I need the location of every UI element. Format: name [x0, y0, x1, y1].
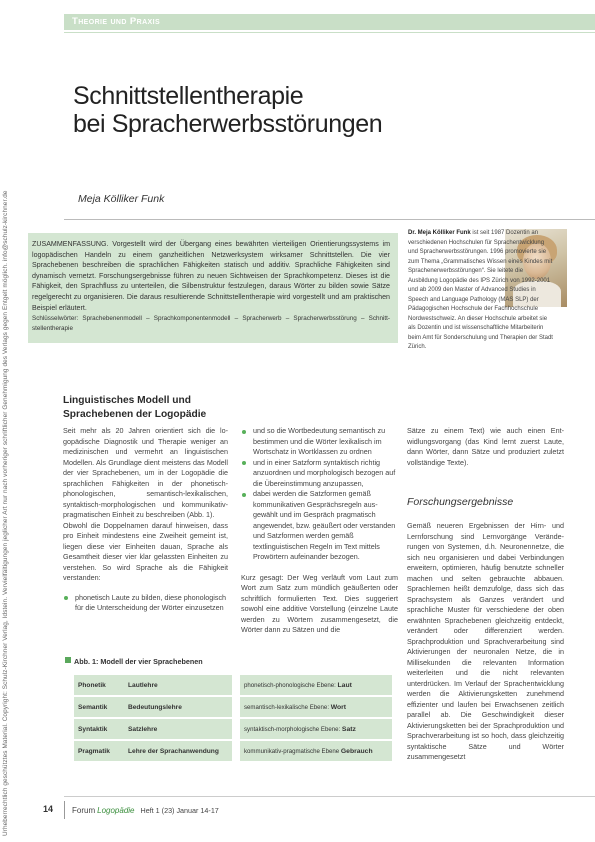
- bio-name: Dr. Meja Kölliker Funk: [408, 230, 471, 236]
- figure-marker: [65, 657, 71, 663]
- table-key-text: Gebrauch: [340, 747, 373, 755]
- section-heading: [63, 394, 206, 421]
- column-3: [407, 426, 564, 468]
- footer-rule: [64, 796, 595, 797]
- col2-paragraph-1: Kurz gesagt: Der Weg verläuft vom Laut zum Wort zum Satz zum mündlich geäußerten oder schriftlich formulierten Text. Dies suggeriert sowohl eine additive Vorstellung (einzelne Laute werden zu Wörtern zusammengesetzt, die Wörter dann zu Sätzen und die: [241, 572, 398, 634]
- author-bio: [408, 229, 554, 353]
- table-cell-level: Phonetik: [74, 675, 124, 695]
- table-key-text: Laut: [337, 681, 352, 689]
- col1-bullet-1: phonetisch Laute zu bilden, diese phonologisch für die Unterscheidung der Wörter einzusetzen: [63, 593, 228, 614]
- title-line-2: bei Spracherwerbsstörungen: [73, 110, 383, 138]
- table-cell-desc: Bedeutungslehre: [124, 697, 232, 717]
- article-title: [73, 82, 382, 138]
- footer-issue: Heft 1 (23) Januar 14-17: [140, 806, 219, 815]
- copyright-notice: Urheberrechtlich geschütztes Material. Copyright: Schulz-Kirchner Verlag, Idstein. Vervielfältigungen jeglicher Art nur nach vorheriger schriftlicher Genehmigung des Verlags gegen Entgelt möglich. info@schulz-kirchner.de: [2, 190, 9, 836]
- section-heading-line-2: Sprachebenen der Logopädie: [63, 408, 207, 420]
- table-cell-level: Syntaktik: [74, 719, 124, 739]
- table-cell-desc: Satzlehre: [124, 719, 232, 739]
- table-layer-text: kommunikativ-pragmatische Ebene: [244, 747, 340, 755]
- col2-bullet-1: und so die Wortbedeutung semantisch zu bestimmen und die Wörter lexikalisch im Wortschatz in Wortklassen zu ordnen: [241, 426, 398, 458]
- figure-caption: Abb. 1: Modell der vier Sprachebenen: [74, 657, 203, 666]
- table-cell-layer: [240, 741, 392, 761]
- table-row: [74, 697, 392, 717]
- table-cell-layer: [240, 697, 392, 717]
- separator-rule: [64, 219, 595, 220]
- table-cell-layer: [240, 719, 392, 739]
- footer-divider: [64, 801, 65, 819]
- column-2: [241, 426, 398, 636]
- footer-forum: Forum: [72, 806, 96, 815]
- table-key-text: Wort: [330, 703, 347, 711]
- abstract-text: ZUSAMMENFASSUNG. Vorgestellt wird der Übergang eines bewährten vierteiligen Orientierungssystems im logopädischen Handeln zu einem ganzheitlichen Netzwerksystem wirksamer Schnittstellen. Die vier Sprachebenen beschreiben die sprachlichen Fähigkeiten statisch und additiv. Sprachliche Fähigkeiten sind dynamisch vernetzt. Forschungsergebnisse führen zu neuen Sichtweisen der Sprachkompetenz. Dieses ist die Fähigkeit, den Sprachfluss zu unterteilen, die Silbenstruktur festzulegen, daraus Wörter zu bilden sowie Sätze regelgerecht zu organisieren. Die daraus resultierende Schnittstellentherapie wird vorgestellt und am praktischen Beispiel erläutert.: [32, 240, 390, 312]
- section-heading-line-1: Linguistisches Modell und: [63, 395, 191, 406]
- table-row: [74, 719, 392, 739]
- col1-paragraph-2: Obwohl die Doppelnamen darauf hinweisen, dass pro Einheit mindestens eine Zweiheit gemeint ist, liegen diese vier Einheiten dauan, Sprache als Gesamtheit dieser vier klar gelassten Einheiten zu verstehen. So wird Sprache als die Fähigkeit verstanden:: [63, 520, 228, 582]
- column-1: [63, 426, 228, 614]
- table-cell-desc: Lautlehre: [124, 675, 232, 695]
- figure-table: [74, 673, 392, 763]
- title-line-1: Schnittstellentherapie: [73, 82, 304, 110]
- abstract: [32, 239, 390, 333]
- section-label: Theorie und Praxis: [72, 16, 161, 27]
- table-cell-layer: [240, 675, 392, 695]
- table-layer-text: phonetisch-phonologische Ebene:: [244, 681, 336, 689]
- footer: [72, 806, 219, 815]
- table-layer-text: syntaktisch-morphologische Ebene:: [244, 725, 341, 733]
- subheading: Forschungsergebnisse: [407, 496, 514, 508]
- col2-bullet-3: dabei werden die Satzformen gemäß kommunikativen Gesprächsregeln ausgewählt und im Gespräch pragmatisch angewendet, bzw. geäußert oder verstanden und Satzformen werden gemäß textlinguistischen Regeln im Text mittels Prowörtern aufeinander bezogen.: [241, 489, 398, 563]
- table-cell-desc: Lehre der Sprachanwendung: [124, 741, 232, 761]
- table-row: [74, 675, 392, 695]
- col3-paragraph-1: Sätze zu einem Text) wie auch einen Entwidlungsvorgang (das Kind lernt zuerst Laute, dann Wörter, dann Sätze und produziert zuletzt vollständige Texte).: [407, 426, 564, 467]
- bio-text: ist seit 1987 Dozentin an verschiedenen Hochschulen für Sprachentwicklung und Spracherwerbsstörungen. 1996 promovierte sie zum Thema „Grammatisches Wissen eines Kindes mit Sprachenerwerbsstörungen“. Sie leitete die Ausbildung Logopädie des IPS Zürich von 1992-2001 und ab 2009 den Master of Advanced Studies in Speech and Language Pathology (MAS SLP) der Pädagogischen Hochschule der Fachhochschule Nordwestschweiz. An dieser Hochschule arbeitet sie als Dozentin und ist wissenschaftliche Mitarbeiterin beim Amt für Sonderschulung und Therapien der Stadt Zürich.: [408, 230, 553, 350]
- col3-paragraph-2: Gemäß neueren Ergebnissen der Hirn- und Lernforschung sind Lernvorgänge Veränderungen von Systemen, d.h. Neuronennetze, die sich neu organisieren und dabei Verbindungen erweitern, optimieren, häufig benutzte schneller machen und selten gebrauchte abbauen. Sprachlernen heißt demzufolge, dass sich das Sprachsystem als Ganzes verändert und sprachliche Muster für verschiedene der oben erwähnten Sprachebenen gleichzeitig entdeckt, verändert oder differenziert werden. Sprachproduktion und Sprachverarbeitung sind Aktivierungen der neuronalen Netze, die in Millisekunden die relevanten Information weiterleiten und die nicht relevanten unterdrücken. Im Verlauf der Sprachentwicklung werden die Aktivierungsketten zunehmend effizienter und laufen bei Erwachsenen zeitlich parallel ab. Die Geschwindigkeit dieser Aktivierungsketten bei der Sprachproduktion und Sprachverarbeitung ist so hoch, dass gleichzeitig syntaktische Sätze und Wörter zusammengesetzt: [407, 521, 564, 761]
- keywords: Schlüsselwörter: Sprachebenenmodell – Sprachkomponentenmodell – Spracherwerb – Spracherwerbsstörung – Schnittstellentherapie: [32, 315, 390, 332]
- table-cell-level: Pragmatik: [74, 741, 124, 761]
- col1-paragraph-1: Seit mehr als 20 Jahren orientiert sich die logopädische Diagnostik und Therapie weniger an medizinischen und vermehrt an linguistischen Modellen. Als Grundlage dient meistens das Modell der vier Sprachebenen, um in der Logopädie die sprachlichen Fähigkeiten in der phonetisch-phonologischen, semantisch-lexikalischen, syntaktisch-morphologischen und kommunikativ-pragmatischen Einheit zu beschreiben (Abb. 1).: [63, 426, 228, 519]
- table-layer-text: semantisch-lexikalische Ebene:: [244, 703, 330, 711]
- table-row: [74, 741, 392, 761]
- top-rule: [64, 32, 595, 33]
- col2-bullet-2: und in einer Satzform syntaktisch richtig anzuordnen und morphologisch bezogen auf die Übereinstimmung anzupassen,: [241, 458, 398, 490]
- footer-brand: Logopädie: [97, 806, 135, 815]
- page-number: 14: [43, 804, 54, 814]
- author: Meja Kölliker Funk: [78, 193, 165, 205]
- table-cell-level: Semantik: [74, 697, 124, 717]
- table-key-text: Satz: [341, 725, 356, 733]
